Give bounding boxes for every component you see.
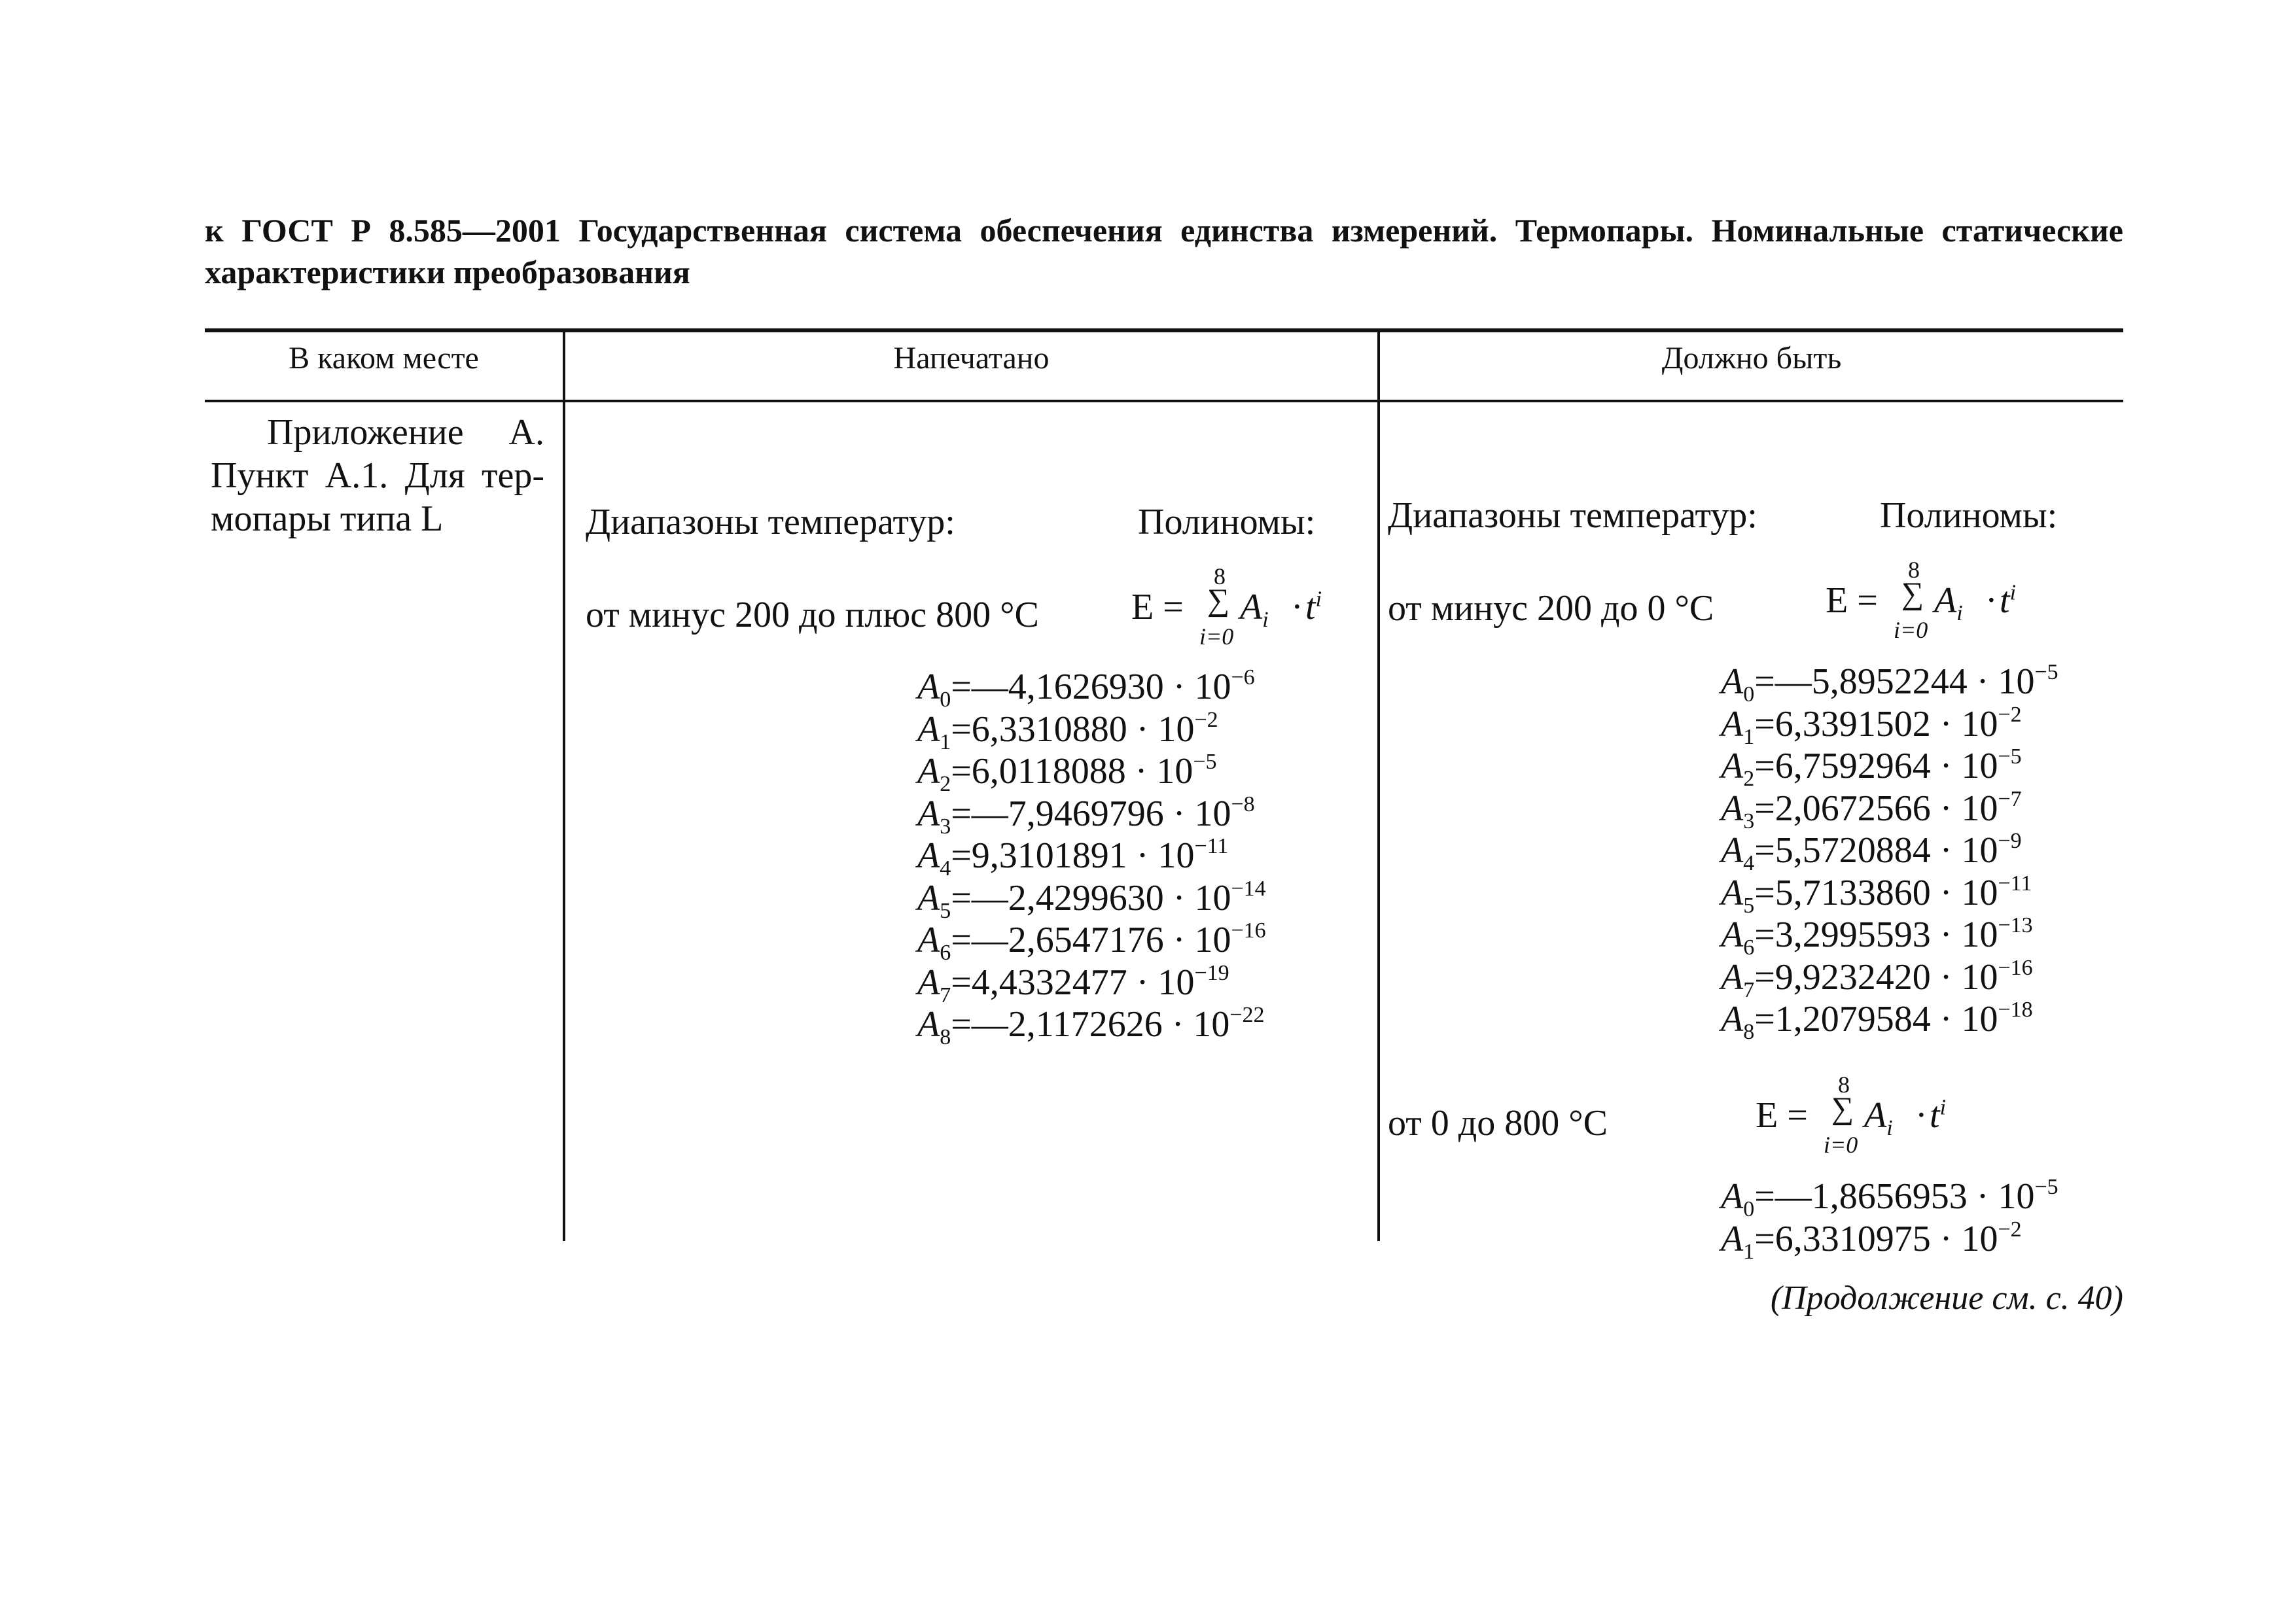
printed-range: от минус 200 до плюс 800 °С bbox=[586, 595, 1039, 635]
printed-polynomial-formula: E = 8 ∑ i=0 $A_i$ · $t^i$ bbox=[1131, 563, 1322, 650]
location-line: Приложение А. bbox=[267, 412, 544, 453]
correct-ranges-label: Диапазоны температур: bbox=[1388, 495, 1757, 536]
printed-polynomials-label: Полиномы: bbox=[1138, 502, 1316, 542]
location-line: мопары типа L bbox=[211, 498, 444, 539]
coefficient-row: $A_1=6,3310880 \cdot 10^{-2}$ bbox=[917, 707, 1218, 754]
table-top-rule bbox=[205, 328, 2123, 332]
coefficient-row: $A_4=9,3101891 \cdot 10^{-11}$ bbox=[917, 834, 1229, 881]
page-title: к ГОСТ Р 8.585—2001 Государственная система обеспечения единства измерений. Термопары. Номинальные статические характеристики преобразования bbox=[205, 212, 2123, 290]
coefficient-row: $A_5=5,7133860 \cdot 10^{-11}$ bbox=[1721, 871, 2032, 918]
coefficient-row: $A_8=1,2079584 \cdot 10^{-18}$ bbox=[1721, 998, 2033, 1044]
correct-polynomials-label: Полиномы: bbox=[1880, 495, 2058, 536]
coefficient-row: $A_4=5,5720884 \cdot 10^{-9}$ bbox=[1721, 829, 2022, 875]
header-printed: Напечатано bbox=[893, 341, 1050, 375]
printed-ranges-label: Диапазоны температур: bbox=[586, 502, 955, 542]
table-header-rule bbox=[205, 400, 2123, 402]
coefficient-row: $A_2=6,7592964 \cdot 10^{-5}$ bbox=[1721, 744, 2022, 791]
correct-range-1: от минус 200 до 0 °С bbox=[1388, 588, 1714, 629]
correct-coefficients-1 bbox=[1721, 660, 2058, 1044]
location-line: Пункт А.1. Для тер- bbox=[211, 455, 544, 496]
coefficient-row: $A_0=—4,1626930 \cdot 10^{-6}$ bbox=[917, 665, 1255, 712]
coefficient-row: $A_7=4,4332477 \cdot 10^{-19}$ bbox=[917, 960, 1229, 1007]
coefficient-row: $A_3=2,0672566 \cdot 10^{-7}$ bbox=[1721, 786, 2022, 833]
header-where: В каком месте bbox=[289, 341, 479, 375]
coefficient-row: $A_6=—2,6547176 \cdot 10^{-16}$ bbox=[917, 918, 1266, 965]
correct-polynomial-formula-1: E = 8 ∑ i=0 $A_i$ · $t^i$ bbox=[1826, 557, 2017, 643]
continuation-note: (Продолжение см. с. 40) bbox=[1770, 1280, 2123, 1317]
correct-range-2: от 0 до 800 °С bbox=[1388, 1103, 1608, 1143]
coefficient-row: $A_5=—2,4299630 \cdot 10^{-14}$ bbox=[917, 876, 1266, 923]
coefficient-row: $A_1=6,3310975 \cdot 10^{-2}$ bbox=[1721, 1217, 2022, 1264]
coefficient-row: $A_7=9,9232420 \cdot 10^{-16}$ bbox=[1721, 955, 2033, 1002]
printed-coefficients bbox=[917, 665, 1266, 1049]
coefficient-row: $A_0=—1,8656953 \cdot 10^{-5}$ bbox=[1721, 1175, 2058, 1221]
correct-polynomial-formula-2: E = 8 ∑ i=0 $A_i$ · $t^i$ bbox=[1756, 1072, 1947, 1158]
location-cell bbox=[211, 411, 544, 540]
column-divider-1 bbox=[563, 330, 565, 1241]
column-divider-2 bbox=[1377, 330, 1380, 1241]
coefficient-row: $A_6=3,2995593 \cdot 10^{-13}$ bbox=[1721, 913, 2033, 960]
coefficient-row: $A_8=—2,1172626 \cdot 10^{-22}$ bbox=[917, 1003, 1265, 1049]
header-should-be: Должно быть bbox=[1661, 341, 1842, 375]
coefficient-row: $A_3=—7,9469796 \cdot 10^{-8}$ bbox=[917, 792, 1255, 839]
coefficient-row: $A_2=6,0118088 \cdot 10^{-5}$ bbox=[917, 750, 1217, 796]
coefficient-row: $A_1=6,3391502 \cdot 10^{-2}$ bbox=[1721, 702, 2022, 749]
correct-coefficients-2 bbox=[1721, 1175, 2058, 1264]
coefficient-row: $A_0=—5,8952244 \cdot 10^{-5}$ bbox=[1721, 660, 2058, 707]
